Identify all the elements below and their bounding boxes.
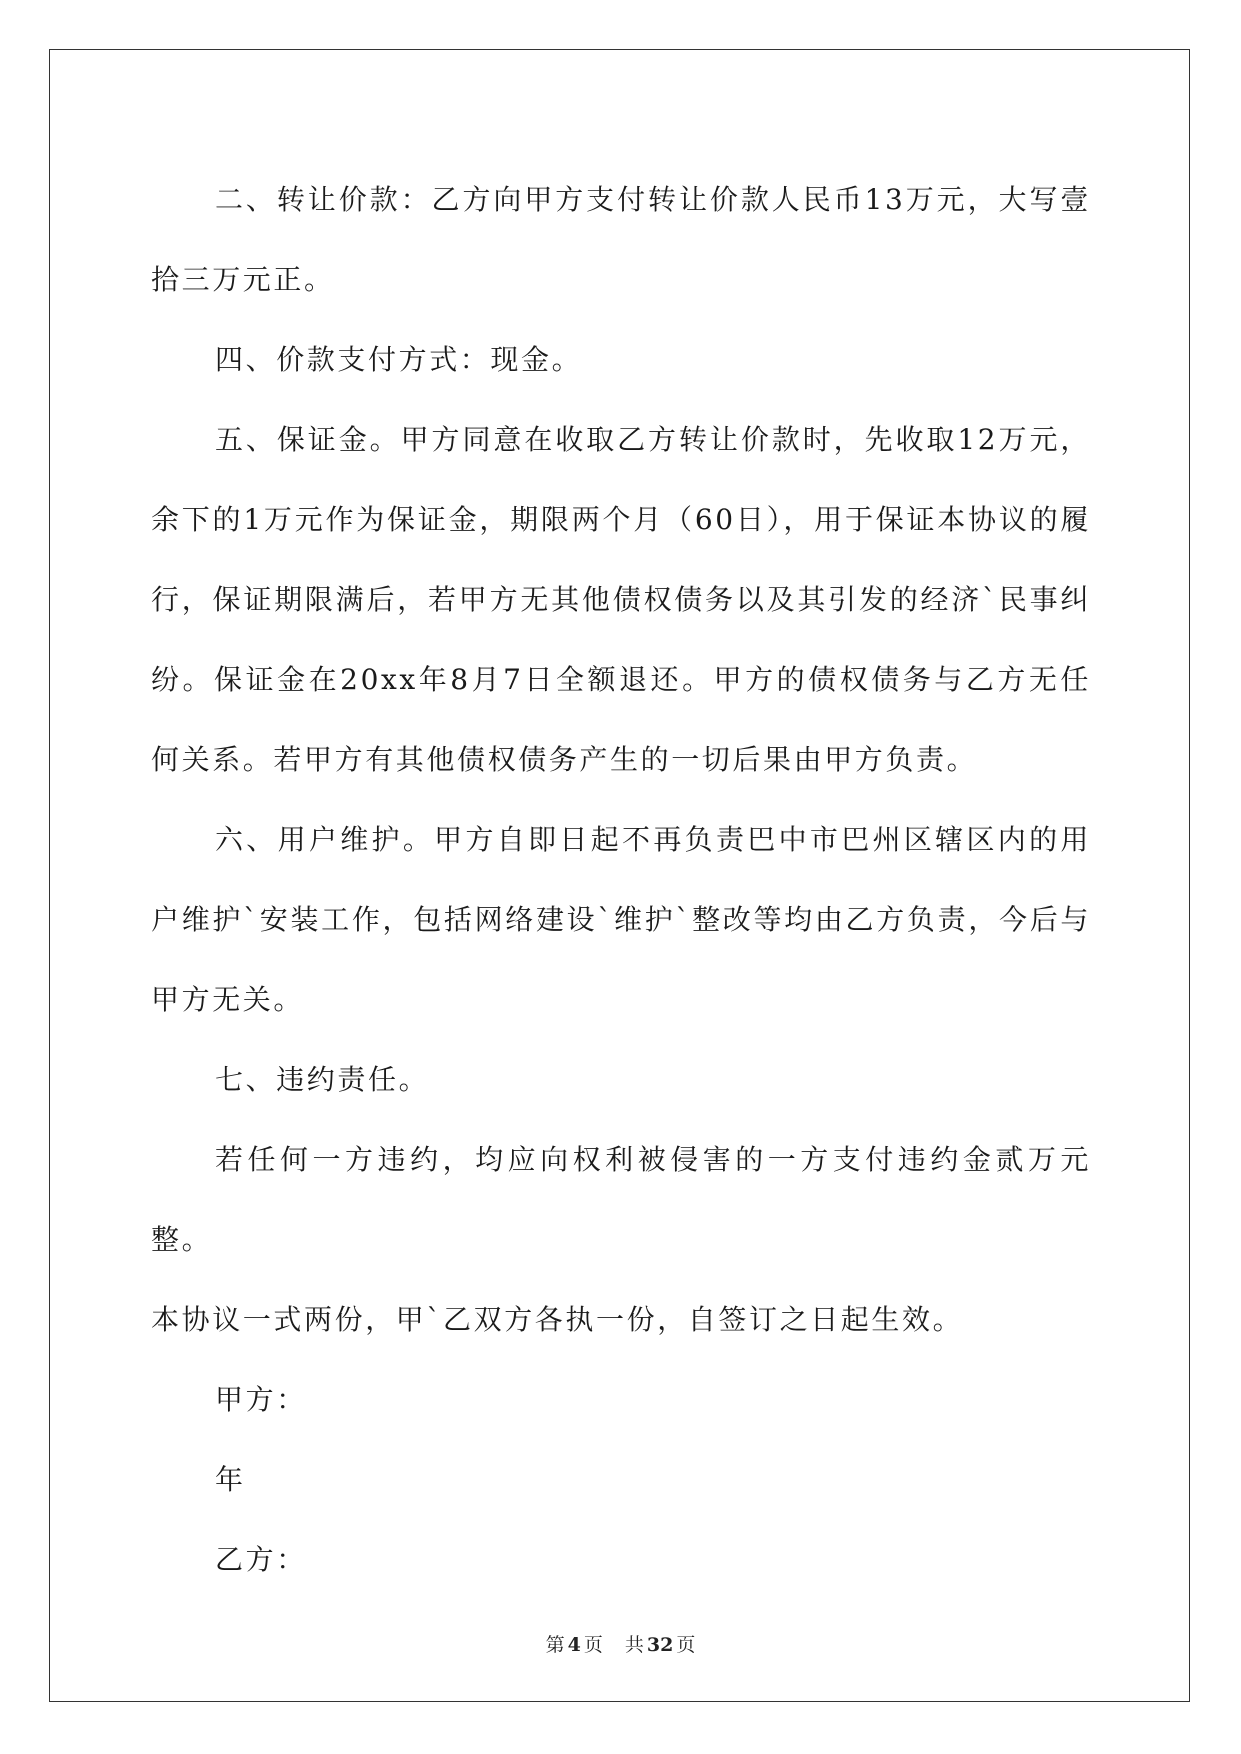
- signature-date: 年: [215, 1463, 246, 1496]
- page-prefix: 第: [545, 1634, 565, 1656]
- page-suffix: 页: [583, 1634, 603, 1656]
- paragraph-deposit: 五、保证金。甲方同意在收取乙方转让价款时，先收取12万元，余下的1万元作为保证金，期限两个月（60日），用于保证本协议的履行，保证期限满后，若甲方无其他债权债务以及其引发的经济`民事纠纷。保证金在20xx年8月7日全额退还。甲方的债权债务与乙方无任何关系。若甲方有其他债权债务产生的一切后果由甲方负责。: [151, 423, 1091, 776]
- total-suffix: 页: [676, 1634, 696, 1656]
- total-prefix: 共: [624, 1634, 644, 1656]
- paragraph-user-maintenance: 六、用户维护。甲方自即日起不再负责巴中市巴州区辖区内的用户维护`安装工作，包括网络建设`维护`整改等均由乙方负责，今后与甲方无关。: [151, 823, 1091, 1016]
- paragraph-transfer-price: 二、转让价款：乙方向甲方支付转让价款人民币13万元，大写壹拾三万元正。: [151, 183, 1091, 296]
- paragraph-payment-method: 四、价款支付方式：现金。: [215, 343, 583, 376]
- page-footer: [0, 1630, 1241, 1657]
- total-pages: 32: [646, 1634, 674, 1656]
- paragraph-breach-heading: 七、违约责任。: [215, 1063, 430, 1096]
- paragraph-breach-penalty: 若任何一方违约，均应向权利被侵害的一方支付违约金贰万元整。: [151, 1143, 1091, 1256]
- page-number: 4: [567, 1634, 581, 1656]
- signature-party-a: 甲方：: [215, 1383, 307, 1416]
- signature-party-b: 乙方：: [215, 1543, 307, 1576]
- paragraph-copies: 本协议一式两份，甲`乙双方各执一份，自签订之日起生效。: [151, 1303, 964, 1336]
- document-body: [151, 160, 1091, 1600]
